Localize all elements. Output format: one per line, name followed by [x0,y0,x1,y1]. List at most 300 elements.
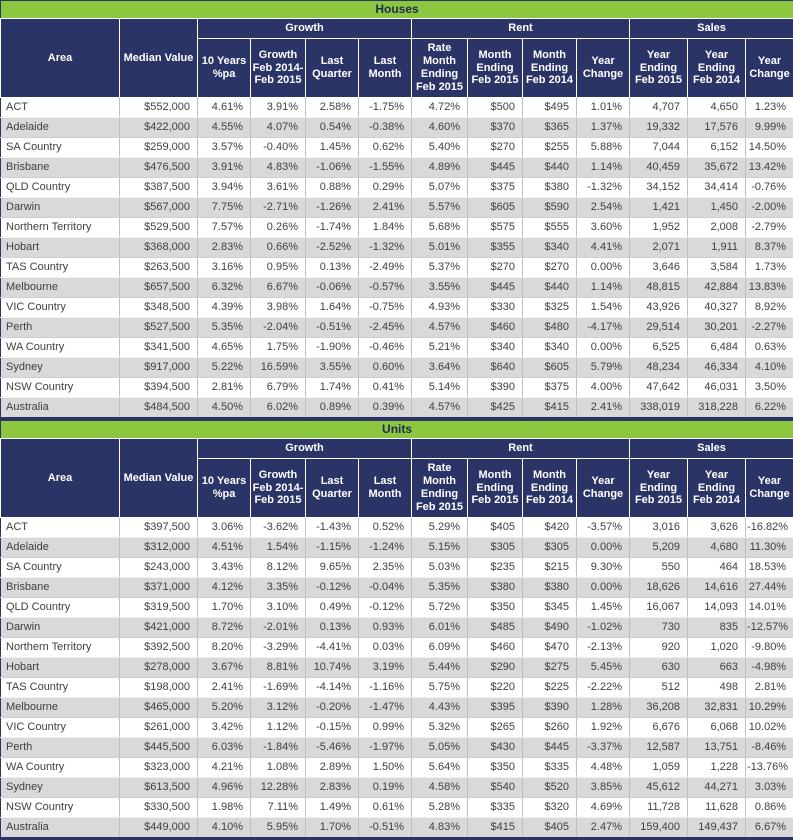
value-cell: $259,000 [120,138,198,158]
group-header-rent: Rent [412,19,630,39]
value-cell: -0.75% [359,298,412,318]
value-cell: -2.00% [746,198,793,218]
value-cell: 32,831 [688,698,746,718]
value-cell: 0.49% [306,598,359,618]
value-cell: $397,500 [120,518,198,538]
value-cell: -4.17% [577,318,630,338]
area-cell: Melbourne [1,278,120,298]
value-cell: 1,911 [688,238,746,258]
section-title-row [1,1,793,19]
table-row [1,718,793,738]
value-cell: -9.80% [746,638,793,658]
value-cell: 1,059 [630,758,688,778]
value-cell: 3.57% [198,138,251,158]
area-cell: Adelaide [1,538,120,558]
value-cell: 3,626 [688,518,746,538]
value-cell: 1.54% [251,538,306,558]
value-cell: 6.79% [251,378,306,398]
value-cell: $460 [468,318,523,338]
value-cell: 0.00% [577,338,630,358]
value-cell: 2.81% [198,378,251,398]
value-cell: -0.12% [359,598,412,618]
value-cell: 8.81% [251,658,306,678]
value-cell: $341,500 [120,338,198,358]
value-cell: 0.88% [306,178,359,198]
area-cell: Brisbane [1,578,120,598]
value-cell: 0.00% [577,538,630,558]
column-header-median-value: Median Value [120,19,198,98]
value-cell: 4.48% [577,758,630,778]
value-cell: 3.67% [198,658,251,678]
value-cell: 3.64% [412,358,468,378]
value-cell: -3.29% [251,638,306,658]
value-cell: 0.60% [359,358,412,378]
area-cell: WA Country [1,758,120,778]
value-cell: 3.42% [198,718,251,738]
value-cell: -1.32% [577,178,630,198]
value-cell: 4.83% [412,818,468,839]
area-cell: Northern Territory [1,638,120,658]
value-cell: 1.08% [251,758,306,778]
value-cell: 47,642 [630,378,688,398]
value-cell: 0.99% [359,718,412,738]
column-header: Last Month [359,39,412,98]
column-header: Month Ending Feb 2015 [468,459,523,518]
value-cell: $255 [523,138,577,158]
value-cell: 4.21% [198,758,251,778]
value-cell: 920 [630,638,688,658]
value-cell: -12.57% [746,618,793,638]
value-cell: $260 [523,718,577,738]
value-cell: $605 [523,358,577,378]
area-cell: Sydney [1,358,120,378]
value-cell: 4.96% [198,778,251,798]
area-cell: Hobart [1,658,120,678]
value-cell: 2.54% [577,198,630,218]
table-row [1,598,793,618]
value-cell: -4.14% [306,678,359,698]
value-cell: $495 [523,98,577,118]
table-row [1,618,793,638]
value-cell: $319,500 [120,598,198,618]
value-cell: -1.26% [306,198,359,218]
value-cell: 13,751 [688,738,746,758]
value-cell: $215 [523,558,577,578]
value-cell: 9.65% [306,558,359,578]
value-cell: 3.19% [359,658,412,678]
value-cell: -1.90% [306,338,359,358]
value-cell: 1.50% [359,758,412,778]
value-cell: 46,031 [688,378,746,398]
table-row [1,218,793,238]
value-cell: 14,616 [688,578,746,598]
value-cell: 318,228 [688,398,746,419]
table-row [1,258,793,278]
value-cell: 5.37% [412,258,468,278]
value-cell: 5,209 [630,538,688,558]
value-cell: 5.22% [198,358,251,378]
value-cell: 44,271 [688,778,746,798]
value-cell: -1.43% [306,518,359,538]
value-cell: -0.20% [306,698,359,718]
table-row [1,138,793,158]
value-cell: 159,400 [630,818,688,839]
value-cell: $380 [523,578,577,598]
table-row [1,778,793,798]
value-cell: 0.61% [359,798,412,818]
value-cell: $552,000 [120,98,198,118]
value-cell: 34,414 [688,178,746,198]
value-cell: 48,815 [630,278,688,298]
value-cell: $415 [523,398,577,419]
column-header: Growth Feb 2014-Feb 2015 [251,39,306,98]
value-cell: 0.62% [359,138,412,158]
value-cell: 4.57% [412,398,468,419]
value-cell: 3.12% [251,698,306,718]
value-cell: 2.83% [306,778,359,798]
value-cell: $390 [468,378,523,398]
value-cell: $325 [523,298,577,318]
value-cell: 14.01% [746,598,793,618]
value-cell: -4.98% [746,658,793,678]
value-cell: 4.10% [198,818,251,839]
value-cell: 550 [630,558,688,578]
value-cell: 1,421 [630,198,688,218]
value-cell: 1,228 [688,758,746,778]
value-cell: -1.15% [306,538,359,558]
value-cell: 0.95% [251,258,306,278]
value-cell: -2.22% [577,678,630,698]
value-cell: 45,612 [630,778,688,798]
value-cell: 3.91% [251,98,306,118]
value-cell: 1.98% [198,798,251,818]
column-header-area: Area [1,439,120,518]
value-cell: 3.16% [198,258,251,278]
value-cell: 1.12% [251,718,306,738]
value-cell: 4.50% [198,398,251,419]
value-cell: 1.14% [577,158,630,178]
value-cell: $350 [468,758,523,778]
units-table-body [1,518,793,839]
value-cell: 12.28% [251,778,306,798]
value-cell: -2.45% [359,318,412,338]
value-cell: 2.41% [577,398,630,419]
value-cell: $320 [523,798,577,818]
value-cell: 5.07% [412,178,468,198]
column-header-area: Area [1,19,120,98]
area-cell: TAS Country [1,678,120,698]
value-cell: 4.43% [412,698,468,718]
section-title-houses: Houses [1,1,793,19]
value-cell: 0.93% [359,618,412,638]
value-cell: -13.76% [746,758,793,778]
area-cell: WA Country [1,338,120,358]
column-header: Year Ending Feb 2014 [688,459,746,518]
value-cell: 14,093 [688,598,746,618]
table-row [1,698,793,718]
value-cell: 1.37% [577,118,630,138]
value-cell: -2.13% [577,638,630,658]
group-header-sales: Sales [630,439,793,459]
value-cell: 19,332 [630,118,688,138]
value-cell: 1.64% [306,298,359,318]
value-cell: 11,628 [688,798,746,818]
value-cell: $340 [468,338,523,358]
table-row [1,818,793,839]
area-cell: Brisbane [1,158,120,178]
value-cell: -1.02% [577,618,630,638]
value-cell: 7.75% [198,198,251,218]
value-cell: 5.57% [412,198,468,218]
value-cell: $368,000 [120,238,198,258]
value-cell: 5.95% [251,818,306,839]
value-cell: -2.71% [251,198,306,218]
value-cell: $270 [523,258,577,278]
value-cell: 40,459 [630,158,688,178]
value-cell: 4.10% [746,358,793,378]
value-cell: -0.06% [306,278,359,298]
value-cell: $394,500 [120,378,198,398]
value-cell: 4.39% [198,298,251,318]
value-cell: $555 [523,218,577,238]
value-cell: 18,626 [630,578,688,598]
value-cell: 0.29% [359,178,412,198]
value-cell: -0.46% [359,338,412,358]
value-cell: 2.81% [746,678,793,698]
value-cell: 0.00% [577,578,630,598]
value-cell: 4.65% [198,338,251,358]
value-cell: 6,676 [630,718,688,738]
area-cell: Hobart [1,238,120,258]
area-cell: QLD Country [1,598,120,618]
value-cell: 8.12% [251,558,306,578]
table-row [1,658,793,678]
column-header: Growth Feb 2014-Feb 2015 [251,459,306,518]
value-cell: 13.83% [746,278,793,298]
table-row [1,178,793,198]
value-cell: 46,334 [688,358,746,378]
value-cell: 17,576 [688,118,746,138]
value-cell: 6.67% [746,818,793,839]
value-cell: 3.91% [198,158,251,178]
value-cell: -2.52% [306,238,359,258]
value-cell: $355 [468,238,523,258]
value-cell: -2.01% [251,618,306,638]
value-cell: $590 [523,198,577,218]
value-cell: 0.63% [746,338,793,358]
value-cell: 7.57% [198,218,251,238]
value-cell: 3.35% [251,578,306,598]
value-cell: 6,484 [688,338,746,358]
value-cell: 0.13% [306,258,359,278]
value-cell: 1.14% [577,278,630,298]
value-cell: $350 [468,598,523,618]
value-cell: 10.74% [306,658,359,678]
value-cell: 498 [688,678,746,698]
value-cell: 1.01% [577,98,630,118]
value-cell: 5.75% [412,678,468,698]
area-cell: Sydney [1,778,120,798]
value-cell: 6,525 [630,338,688,358]
area-cell: Australia [1,398,120,419]
column-header: Year Change [746,39,793,98]
value-cell: 5.40% [412,138,468,158]
value-cell: $275 [523,658,577,678]
value-cell: -2.79% [746,218,793,238]
value-cell: $243,000 [120,558,198,578]
value-cell: 43,926 [630,298,688,318]
value-cell: $500 [468,98,523,118]
column-header: Month Ending Feb 2014 [523,459,577,518]
column-header: Year Ending Feb 2015 [630,459,688,518]
area-cell: SA Country [1,138,120,158]
area-cell: Northern Territory [1,218,120,238]
value-cell: 5.20% [198,698,251,718]
value-cell: 10.29% [746,698,793,718]
value-cell: 2.41% [198,678,251,698]
table-row [1,158,793,178]
value-cell: 0.54% [306,118,359,138]
value-cell: 3.94% [198,178,251,198]
value-cell: 0.86% [746,798,793,818]
value-cell: $323,000 [120,758,198,778]
value-cell: 34,152 [630,178,688,198]
value-cell: $305 [523,538,577,558]
table-row [1,278,793,298]
column-header: Last Quarter [306,39,359,98]
value-cell: -1.74% [306,218,359,238]
table-row [1,98,793,118]
value-cell: $375 [523,378,577,398]
table-row [1,318,793,338]
column-header: Last Month [359,459,412,518]
value-cell: 9.99% [746,118,793,138]
value-cell: 8.92% [746,298,793,318]
value-cell: 1.73% [746,258,793,278]
value-cell: -1.32% [359,238,412,258]
value-cell: $613,500 [120,778,198,798]
value-cell: 4.60% [412,118,468,138]
value-cell: 0.66% [251,238,306,258]
value-cell: -1.69% [251,678,306,698]
units-table [0,420,793,840]
column-header: Year Ending Feb 2014 [688,39,746,98]
column-header: 10 Years %pa [198,459,251,518]
area-cell: Perth [1,318,120,338]
table-row [1,578,793,598]
group-header-growth: Growth [198,439,412,459]
value-cell: 30,201 [688,318,746,338]
value-cell: 663 [688,658,746,678]
value-cell: 13.42% [746,158,793,178]
value-cell: 4.61% [198,98,251,118]
value-cell: $290 [468,658,523,678]
value-cell: 1.75% [251,338,306,358]
value-cell: 18.53% [746,558,793,578]
value-cell: 9.30% [577,558,630,578]
value-cell: 3.50% [746,378,793,398]
value-cell: $527,500 [120,318,198,338]
value-cell: $567,000 [120,198,198,218]
value-cell: 2.58% [306,98,359,118]
table-row [1,238,793,258]
value-cell: 5.35% [412,578,468,598]
column-header: Month Ending Feb 2015 [468,39,523,98]
value-cell: 3,584 [688,258,746,278]
value-cell: 5.05% [412,738,468,758]
value-cell: 3.61% [251,178,306,198]
value-cell: $387,500 [120,178,198,198]
value-cell: $529,500 [120,218,198,238]
table-row [1,678,793,698]
value-cell: -2.27% [746,318,793,338]
value-cell: 4.83% [251,158,306,178]
value-cell: -0.38% [359,118,412,138]
value-cell: 6.67% [251,278,306,298]
area-cell: VIC Country [1,298,120,318]
value-cell: 5.29% [412,518,468,538]
value-cell: 835 [688,618,746,638]
value-cell: -5.46% [306,738,359,758]
value-cell: 5.64% [412,758,468,778]
value-cell: $265 [468,718,523,738]
value-cell: $263,500 [120,258,198,278]
value-cell: $220 [468,678,523,698]
value-cell: $330 [468,298,523,318]
value-cell: $415 [468,818,523,839]
value-cell: 16.59% [251,358,306,378]
value-cell: -0.04% [359,578,412,598]
value-cell: $405 [523,818,577,839]
value-cell: 149,437 [688,818,746,839]
value-cell: -2.49% [359,258,412,278]
value-cell: 1.54% [577,298,630,318]
value-cell: 4.58% [412,778,468,798]
value-cell: 5.14% [412,378,468,398]
value-cell: 3.55% [412,278,468,298]
column-header: Year Change [746,459,793,518]
column-header: Month Ending Feb 2014 [523,39,577,98]
value-cell: $460 [468,638,523,658]
value-cell: 5.32% [412,718,468,738]
value-cell: 5.79% [577,358,630,378]
value-cell: 4.12% [198,578,251,598]
value-cell: 1.28% [577,698,630,718]
value-cell: $340 [523,338,577,358]
value-cell: 2.89% [306,758,359,778]
value-cell: 0.13% [306,618,359,638]
value-cell: $440 [523,278,577,298]
table-row [1,378,793,398]
table-row [1,358,793,378]
value-cell: 6.22% [746,398,793,419]
column-header: Year Ending Feb 2015 [630,39,688,98]
value-cell: $405 [468,518,523,538]
value-cell: -0.15% [306,718,359,738]
value-cell: 42,884 [688,278,746,298]
value-cell: 8.37% [746,238,793,258]
value-cell: 8.72% [198,618,251,638]
value-cell: 5.88% [577,138,630,158]
value-cell: 1,952 [630,218,688,238]
value-cell: $445 [468,158,523,178]
value-cell: 6.09% [412,638,468,658]
table-row [1,558,793,578]
value-cell: 6.32% [198,278,251,298]
table-row [1,298,793,318]
value-cell: 5.68% [412,218,468,238]
value-cell: 3,016 [630,518,688,538]
